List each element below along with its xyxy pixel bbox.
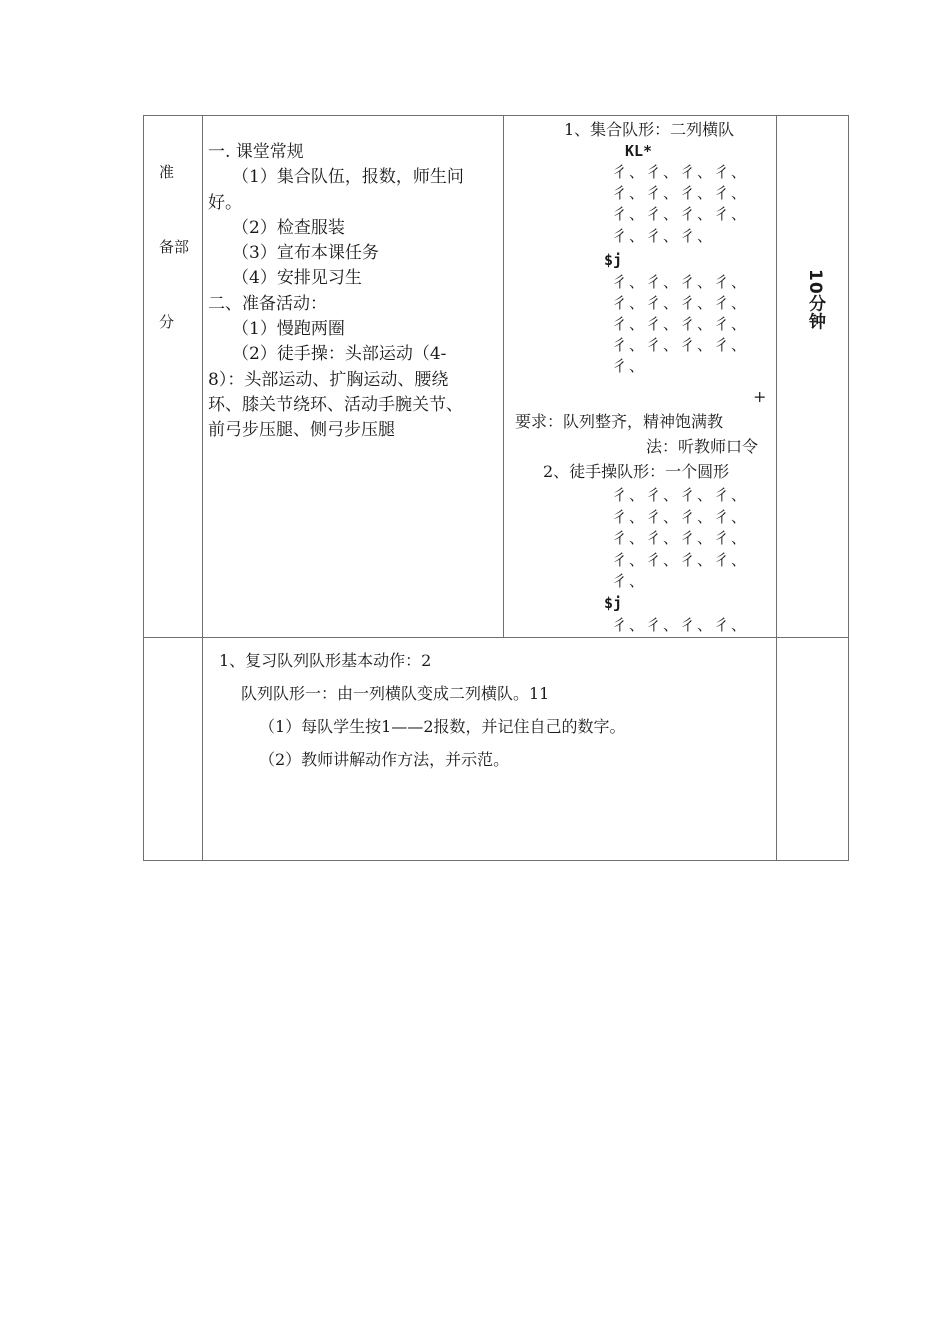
formation-row: 彳、 (612, 357, 647, 375)
content-line: （2）徒手操：头部运动（4- (232, 344, 447, 365)
lower-content-cell (202, 637, 776, 861)
time-cell (776, 116, 848, 637)
formation-title-2: 2、徒手操队形：一个圆形 (543, 462, 730, 481)
time-label: 10分钟 (805, 269, 825, 331)
formation-row: 彳、彳、彳、彳、 (612, 273, 749, 291)
formation-row: 彳、彳、彳、 (612, 227, 715, 245)
formation-row: 彳、彳、彳、彳、 (612, 294, 749, 312)
formation-title-1: 1、集合队形：二列横队 (564, 120, 735, 139)
content-line: 8）：头部运动、扩胸运动、腰绕 (208, 369, 449, 390)
formation-row: 彳、彳、彳、彳、 (612, 336, 749, 354)
content-line: （1）慢跑两圈 (232, 319, 345, 340)
lower-line: 1、复习队列队形基本动作：2 (219, 651, 432, 670)
formation-row: 彳、彳、彳、彳、 (612, 205, 749, 223)
formation-marker-3: $j (604, 594, 623, 612)
formation-marker-2: $j (604, 251, 623, 269)
lesson-content-cell (202, 116, 503, 637)
requirement-line-2: 法：听教师口令 (646, 437, 759, 456)
requirement-line-1: 要求：队列整齐，精神饱满教 (515, 412, 724, 431)
section-label-char-3: 分 (159, 313, 175, 331)
lower-line: （2）教师讲解动作方法，并示范。 (259, 750, 510, 769)
formation-row: 彳、彳、彳、彳、 (612, 508, 749, 526)
content-line: （4）安排见习生 (232, 268, 362, 289)
formation-marker-1: KL* (625, 142, 653, 160)
lesson-plan-table (143, 115, 849, 861)
content-line: 环、膝关节绕环、活动手腕关节、 (208, 394, 463, 415)
teacher-marker: + (753, 387, 767, 406)
formation-row: 彳、彳、彳、彳、 (612, 551, 749, 569)
content-line: 好。 (208, 192, 242, 213)
content-line: （1）集合队伍，报数，师生问 (232, 167, 464, 188)
formation-row: 彳、彳、彳、彳、 (612, 184, 749, 202)
content-line: （2）检查服装 (232, 217, 345, 238)
formation-row: 彳、 (612, 572, 647, 590)
formation-row: 彳、彳、彳、彳、 (612, 315, 749, 333)
formation-row: 彳、彳、彳、彳、 (612, 616, 749, 634)
organization-cell (503, 116, 776, 637)
content-line: 前弓步压腿、侧弓步压腿 (208, 420, 395, 441)
section-label-char-1: 准 (159, 163, 175, 181)
lower-line: 队列队形一：由一列横队变成二列横队。11 (241, 684, 550, 703)
content-line: 二、准备活动： (208, 293, 327, 314)
formation-row: 彳、彳、彳、彳、 (612, 529, 749, 547)
formation-row: 彳、彳、彳、彳、 (612, 486, 749, 504)
section-label-cell (144, 116, 202, 637)
content-line: 一. 课堂常规 (208, 142, 304, 162)
content-line: （3）宣布本课任务 (232, 243, 379, 264)
formation-row: 彳、彳、彳、彳、 (612, 163, 749, 181)
lower-line: （1）每队学生按1——2报数，并记住自己的数字。 (259, 717, 626, 736)
section-label-char-2: 备部 (159, 238, 190, 256)
